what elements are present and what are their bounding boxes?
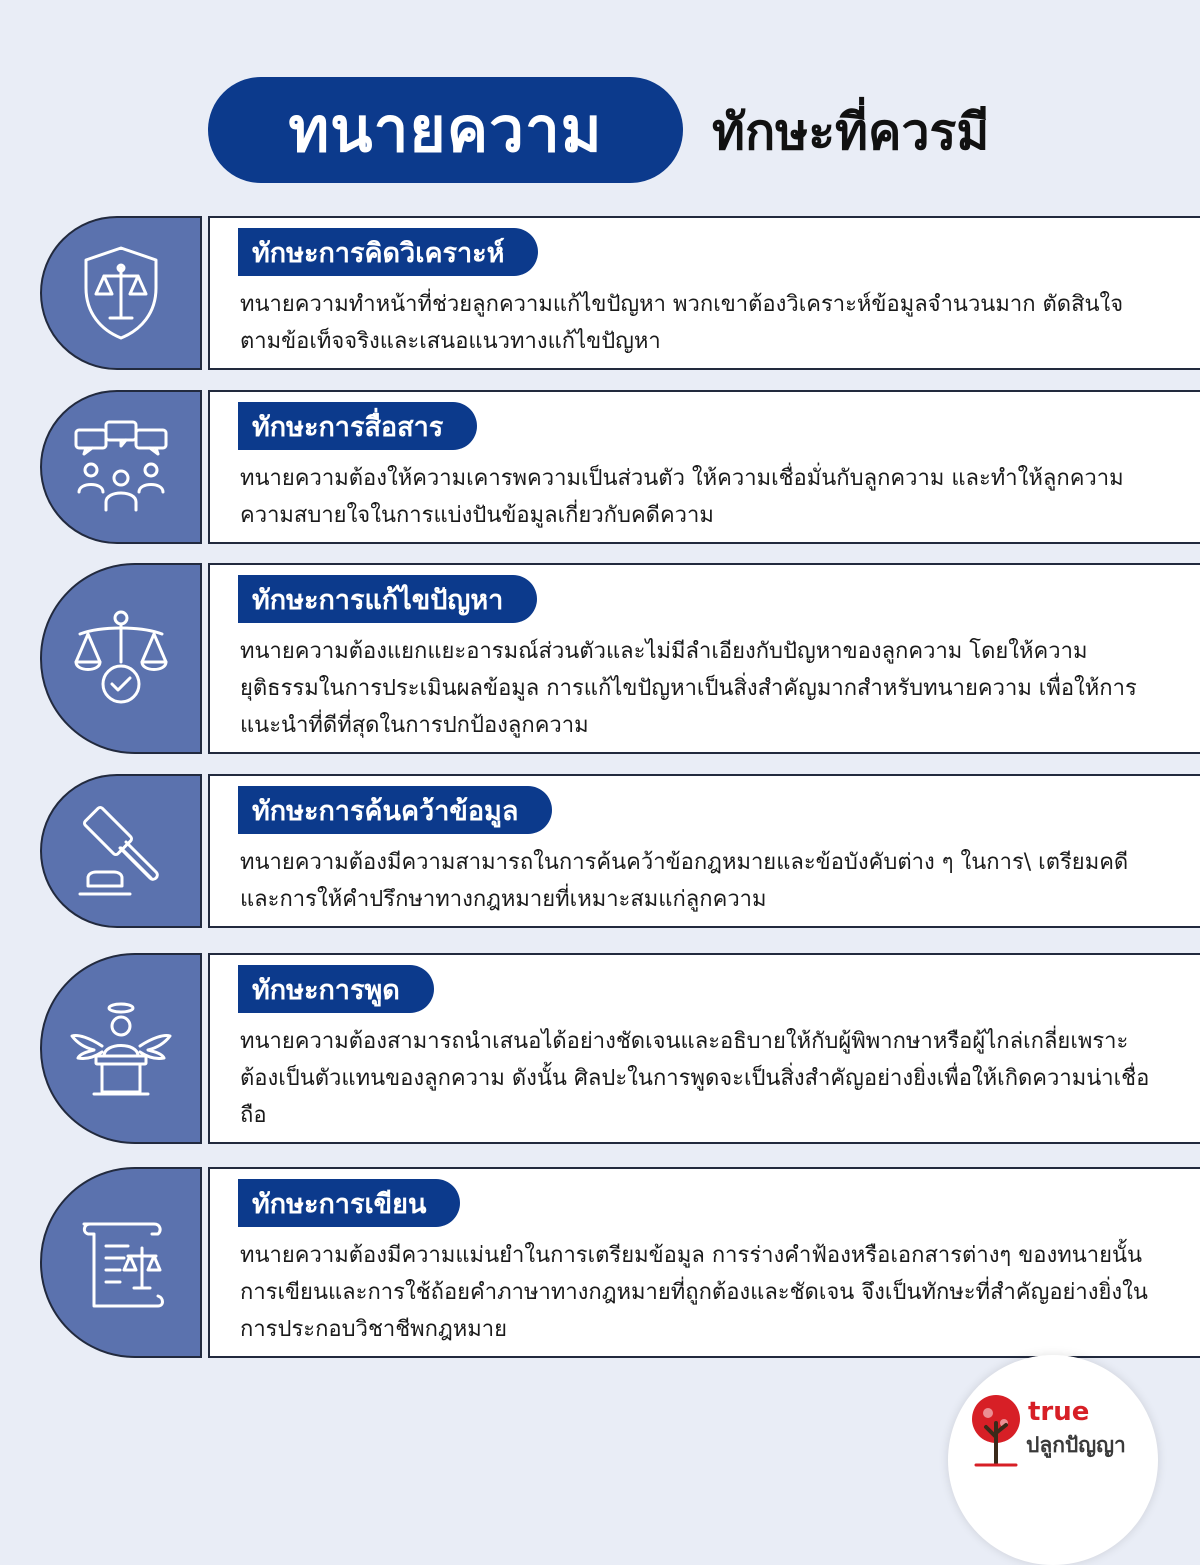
icon-tab — [40, 563, 202, 754]
scale-check-icon — [66, 604, 176, 714]
icon-tab — [40, 774, 202, 928]
icon-tab — [40, 216, 202, 370]
page-subtitle: ทักษะที่ควรมี — [712, 102, 990, 161]
icon-tab — [40, 1167, 202, 1358]
legal-scroll-icon — [66, 1208, 176, 1318]
tree-logo-icon — [966, 1393, 1026, 1469]
skill-description: ทนายความต้องให้ความเคารพความเป็นส่วนตัว ให้ความเชื่อมั่นกับลูกความ และทำให้ลูกความความสบายใจในการแบ่งปันข้อมูลเกี่ยวกับคดีความ — [240, 466, 1124, 528]
skill-card-analysis — [0, 216, 1200, 370]
skill-description: ทนายความต้องมีความสามารถในการค้นคว้าข้อกฎหมายและข้อบังคับต่าง ๆ ในการ\ เตรียมคดี และการให้คำปรึกษาทางกฎหมายที่เหมาะสมแก่ลูกความ — [240, 850, 1129, 912]
skill-title: ทักษะการคิดวิเคราะห์ — [238, 228, 538, 276]
true-plookpanya-logo — [948, 1355, 1158, 1565]
skill-description: ทนายความต้องมีความแม่นยำในการเตรียมข้อมูล การร่างคำฟ้องหรือเอกสารต่างๆ ของทนายนั้น การเขียนและการใช้ถ้อยคำภาษาทางกฎหมายที่ถูกต้องและชัดเจน จึงเป็นทักษะที่สำคัญอย่างยิ่งในการประกอบวิชาชีพกฎหมาย — [240, 1243, 1148, 1342]
skill-description: ทนายความต้องสามารถนำเสนอได้อย่างชัดเจนและอธิบายให้กับผู้พิพากษาหรือผู้ไกล่เกลี่ยเพราะต้องเป็นตัวแทนของลูกความ ดังนั้น ศิลปะในการพูดจะเป็นสิ่งสำคัญอย่างยิ่งเพื่อให้เกิดความน่าเชื่อถือ — [240, 1029, 1150, 1128]
skill-title: ทักษะการเขียน — [238, 1179, 460, 1227]
skill-title: ทักษะการสื่อสาร — [238, 402, 477, 450]
skill-description: ทนายความทำหน้าที่ช่วยลูกความแก้ไขปัญหา พวกเขาต้องวิเคราะห์ข้อมูลจำนวนมาก ตัดสินใจตามข้อเท็จจริงและเสนอแนวทางแก้ไขปัญหา — [240, 292, 1124, 354]
group-chat-icon — [66, 412, 176, 522]
skill-card-speaking — [0, 953, 1200, 1144]
skill-title: ทักษะการพูด — [238, 965, 434, 1013]
logo-sub-text: ปลูกปัญญา — [1026, 1433, 1126, 1457]
skill-title: ทักษะการค้นคว้าข้อมูล — [238, 786, 552, 834]
icon-tab — [40, 390, 202, 544]
skill-card-communication — [0, 390, 1200, 544]
logo-brand-text: true — [1028, 1397, 1090, 1427]
angel-podium-icon — [66, 994, 176, 1104]
skill-card-research — [0, 774, 1200, 928]
icon-tab — [40, 953, 202, 1144]
skill-description: ทนายความต้องแยกแยะอารมณ์ส่วนตัวและไม่มีลำเอียงกับปัญหาของลูกความ โดยให้ความยุติธรรมในการประเมินผลข้อมูล การแก้ไขปัญหาเป็นสิ่งสำคัญมากสำหรับทนายความ เพื่อให้การแนะนำที่ดีที่สุดในการปกป้องลูกความ — [240, 639, 1137, 738]
page-title: ทนายความ — [208, 77, 683, 183]
skill-title: ทักษะการแก้ไขปัญหา — [238, 575, 537, 623]
skill-card-writing — [0, 1167, 1200, 1358]
gavel-icon — [66, 796, 176, 906]
shield-scale-icon — [66, 238, 176, 348]
skill-card-problem-solving — [0, 563, 1200, 754]
